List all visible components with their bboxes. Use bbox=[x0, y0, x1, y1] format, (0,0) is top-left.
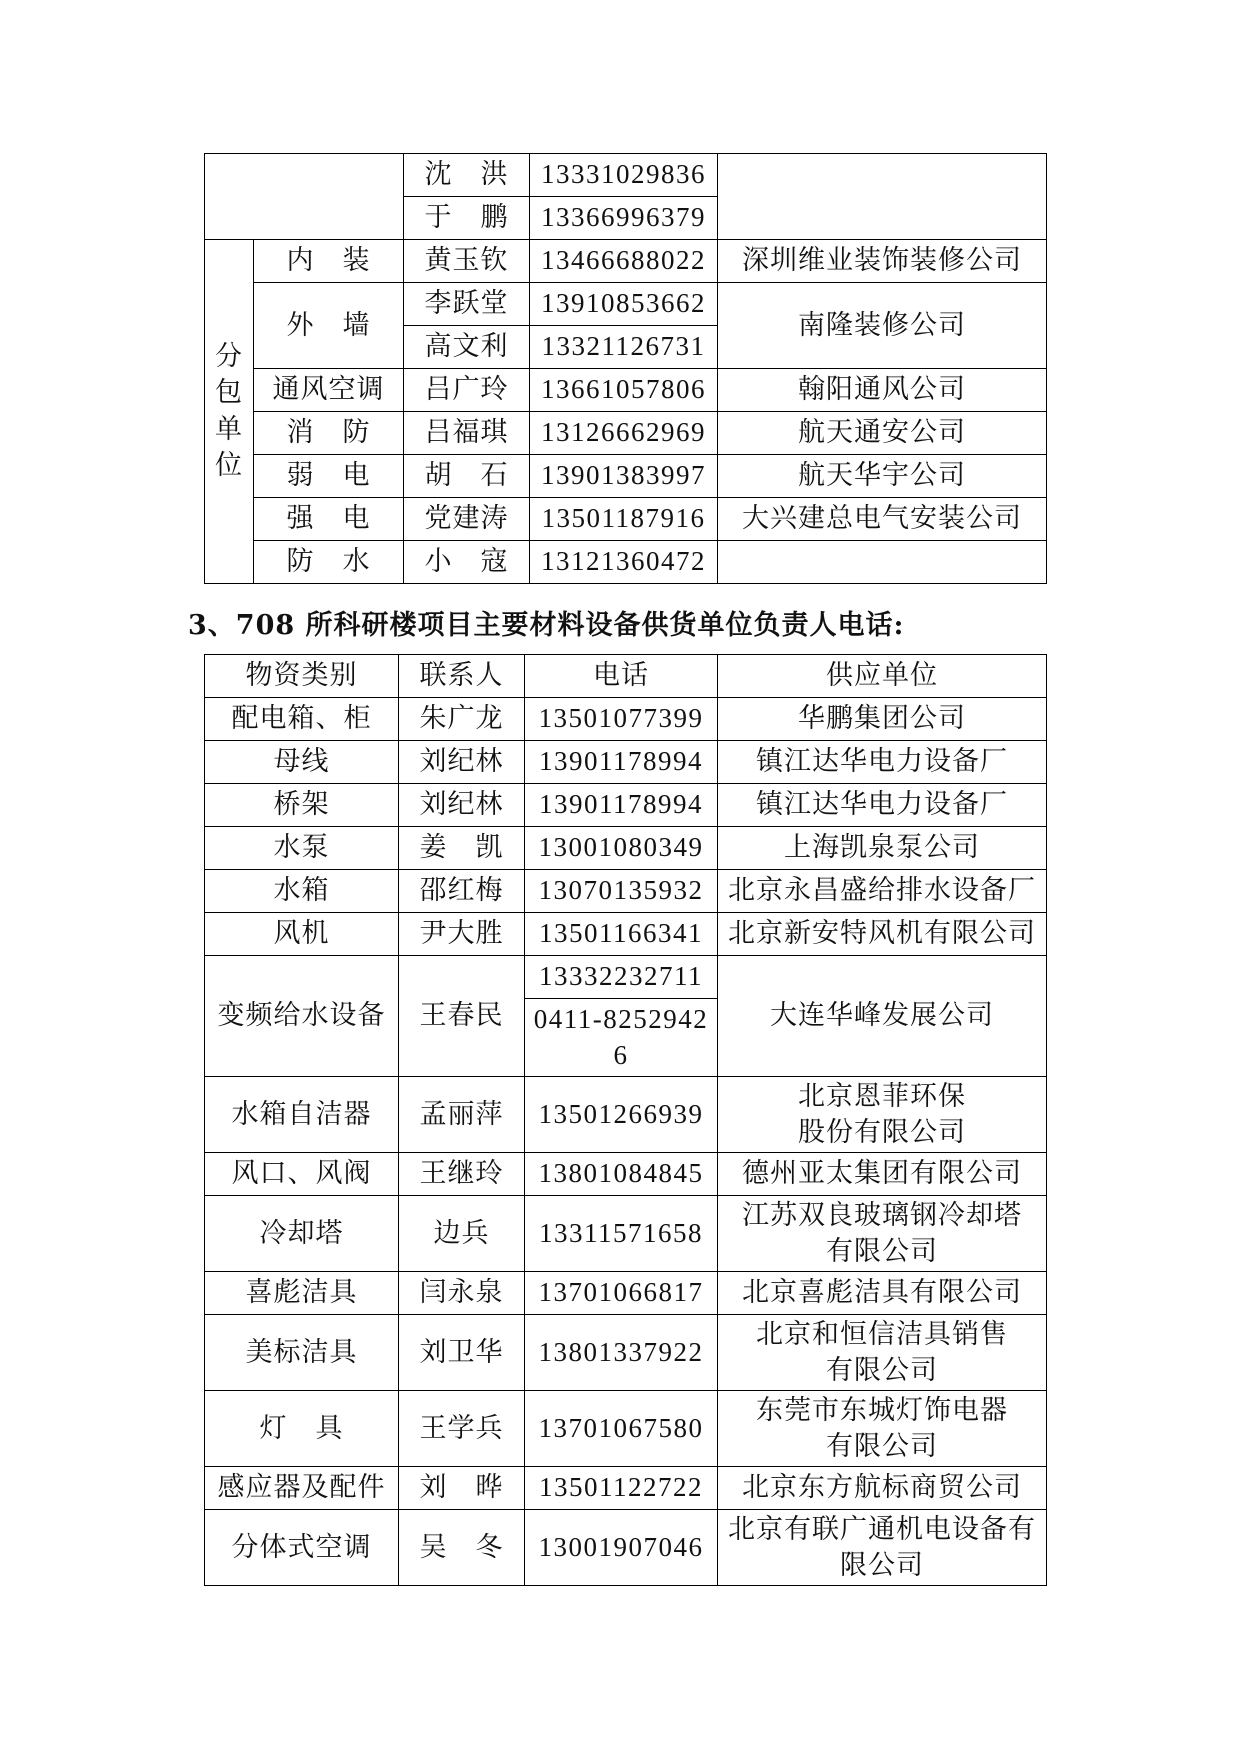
phone-number: 13001907046 bbox=[525, 1510, 718, 1586]
category-cell: 水泵 bbox=[205, 827, 399, 870]
table-row bbox=[205, 784, 1047, 827]
contact-name: 刘纪林 bbox=[399, 741, 525, 784]
company-cell: 航天华宇公司 bbox=[718, 455, 1047, 498]
supplier-cell: 北京新安特风机有限公司 bbox=[718, 913, 1047, 956]
supplier-cell: 江苏双良玻璃钢冷却塔 有限公司 bbox=[718, 1196, 1047, 1272]
category-cell: 灯 具 bbox=[205, 1391, 399, 1467]
company-cell bbox=[718, 541, 1047, 584]
supplier-cell: 北京喜彪洁具有限公司 bbox=[718, 1272, 1047, 1315]
phone-number: 13466688022 bbox=[530, 240, 718, 283]
table-row bbox=[205, 455, 1047, 498]
category-cell: 分体式空调 bbox=[205, 1510, 399, 1586]
category-cell: 喜彪洁具 bbox=[205, 1272, 399, 1315]
supplier-cell: 东莞市东城灯饰电器 有限公司 bbox=[718, 1391, 1047, 1467]
trade-cell: 通风空调 bbox=[254, 369, 404, 412]
table-row bbox=[205, 913, 1047, 956]
phone-number: 13121360472 bbox=[530, 541, 718, 584]
table-row bbox=[205, 827, 1047, 870]
phone-number: 13321126731 bbox=[530, 326, 718, 369]
contact-name: 李跃堂 bbox=[404, 283, 530, 326]
phone-number: 13910853662 bbox=[530, 283, 718, 326]
contact-name: 黄玉钦 bbox=[404, 240, 530, 283]
category-cell: 美标洁具 bbox=[205, 1315, 399, 1391]
phone-number: 13501266939 bbox=[525, 1077, 718, 1153]
category-cell: 母线 bbox=[205, 741, 399, 784]
supplier-cell: 镇江达华电力设备厂 bbox=[718, 741, 1047, 784]
contact-name: 王学兵 bbox=[399, 1391, 525, 1467]
trade-cell: 弱 电 bbox=[254, 455, 404, 498]
contact-name: 高文利 bbox=[404, 326, 530, 369]
empty-cell bbox=[205, 154, 404, 240]
subcontractor-table bbox=[204, 153, 1047, 584]
contact-name: 王继玲 bbox=[399, 1153, 525, 1196]
contact-name: 朱广龙 bbox=[399, 698, 525, 741]
phone-number: 13501166341 bbox=[525, 913, 718, 956]
table-row bbox=[205, 240, 1047, 283]
phone-number: 13801084845 bbox=[525, 1153, 718, 1196]
trade-cell: 防 水 bbox=[254, 541, 404, 584]
contact-name: 吕广玲 bbox=[404, 369, 530, 412]
company-cell: 南隆装修公司 bbox=[718, 283, 1047, 369]
supplier-table bbox=[204, 654, 1047, 1586]
table-row bbox=[205, 1196, 1047, 1272]
contact-name: 小 寇 bbox=[404, 541, 530, 584]
supplier-cell: 北京恩菲环保 股份有限公司 bbox=[718, 1077, 1047, 1153]
empty-cell bbox=[718, 154, 1047, 240]
category-cell: 水箱 bbox=[205, 870, 399, 913]
table-row bbox=[205, 956, 1047, 999]
category-cell: 变频给水设备 bbox=[205, 956, 399, 1077]
phone-number: 13901178994 bbox=[525, 784, 718, 827]
table-row bbox=[205, 1077, 1047, 1153]
category-cell: 感应器及配件 bbox=[205, 1467, 399, 1510]
category-cell: 桥架 bbox=[205, 784, 399, 827]
table-row bbox=[205, 1391, 1047, 1467]
column-header: 供应单位 bbox=[718, 655, 1047, 698]
table-row bbox=[205, 154, 1047, 197]
group-label: 分 包 单 位 bbox=[205, 240, 254, 584]
phone-number: 13366996379 bbox=[530, 197, 718, 240]
contact-name: 刘卫华 bbox=[399, 1315, 525, 1391]
column-header: 物资类别 bbox=[205, 655, 399, 698]
trade-cell: 外 墙 bbox=[254, 283, 404, 369]
table-row bbox=[205, 698, 1047, 741]
contact-name: 于 鹏 bbox=[404, 197, 530, 240]
table-row bbox=[205, 1510, 1047, 1586]
phone-number: 13501122722 bbox=[525, 1467, 718, 1510]
contact-name: 姜 凯 bbox=[399, 827, 525, 870]
phone-number: 13001080349 bbox=[525, 827, 718, 870]
contact-name: 闫永泉 bbox=[399, 1272, 525, 1315]
supplier-cell: 北京永昌盛给排水设备厂 bbox=[718, 870, 1047, 913]
contact-name: 吕福琪 bbox=[404, 412, 530, 455]
phone-number: 13311571658 bbox=[525, 1196, 718, 1272]
supplier-cell: 华鹏集团公司 bbox=[718, 698, 1047, 741]
phone-number: 13801337922 bbox=[525, 1315, 718, 1391]
phone-number: 13661057806 bbox=[530, 369, 718, 412]
supplier-cell: 北京东方航标商贸公司 bbox=[718, 1467, 1047, 1510]
contact-name: 边兵 bbox=[399, 1196, 525, 1272]
supplier-cell: 北京和恒信洁具销售 有限公司 bbox=[718, 1315, 1047, 1391]
company-cell: 深圳维业装饰装修公司 bbox=[718, 240, 1047, 283]
supplier-cell: 大连华峰发展公司 bbox=[718, 956, 1047, 1077]
company-cell: 翰阳通风公司 bbox=[718, 369, 1047, 412]
supplier-cell: 德州亚太集团有限公司 bbox=[718, 1153, 1047, 1196]
category-cell: 配电箱、柜 bbox=[205, 698, 399, 741]
phone-number: 0411-8252942 6 bbox=[525, 999, 718, 1077]
table-row bbox=[205, 283, 1047, 326]
category-cell: 冷却塔 bbox=[205, 1196, 399, 1272]
column-header: 电话 bbox=[525, 655, 718, 698]
phone-number: 13070135932 bbox=[525, 870, 718, 913]
table-row bbox=[205, 369, 1047, 412]
contact-name: 刘 晔 bbox=[399, 1467, 525, 1510]
contact-name: 沈 洪 bbox=[404, 154, 530, 197]
table-row bbox=[205, 541, 1047, 584]
phone-number: 13126662969 bbox=[530, 412, 718, 455]
column-header: 联系人 bbox=[399, 655, 525, 698]
company-cell: 大兴建总电气安装公司 bbox=[718, 498, 1047, 541]
contact-name: 邵红梅 bbox=[399, 870, 525, 913]
supplier-cell: 上海凯泉泵公司 bbox=[718, 827, 1047, 870]
section-heading: 3、708 所科研楼项目主要材料设备供货单位负责人电话: bbox=[188, 610, 905, 641]
table-row bbox=[205, 1272, 1047, 1315]
contact-name: 党建涛 bbox=[404, 498, 530, 541]
phone-number: 13501077399 bbox=[525, 698, 718, 741]
phone-number: 13701066817 bbox=[525, 1272, 718, 1315]
table-row bbox=[205, 870, 1047, 913]
contact-name: 刘纪林 bbox=[399, 784, 525, 827]
category-cell: 风机 bbox=[205, 913, 399, 956]
table-header-row bbox=[205, 655, 1047, 698]
supplier-cell: 北京有联广通机电设备有 限公司 bbox=[718, 1510, 1047, 1586]
contact-name: 胡 石 bbox=[404, 455, 530, 498]
phone-number: 13901383997 bbox=[530, 455, 718, 498]
contact-name: 尹大胜 bbox=[399, 913, 525, 956]
phone-number: 13701067580 bbox=[525, 1391, 718, 1467]
phone-number: 13332232711 bbox=[525, 956, 718, 999]
phone-number: 13501187916 bbox=[530, 498, 718, 541]
contact-name: 吴 冬 bbox=[399, 1510, 525, 1586]
category-cell: 水箱自洁器 bbox=[205, 1077, 399, 1153]
supplier-cell: 镇江达华电力设备厂 bbox=[718, 784, 1047, 827]
table-row bbox=[205, 1467, 1047, 1510]
phone-number: 13901178994 bbox=[525, 741, 718, 784]
contact-name: 孟丽萍 bbox=[399, 1077, 525, 1153]
category-cell: 风口、风阀 bbox=[205, 1153, 399, 1196]
table-row bbox=[205, 498, 1047, 541]
table-row bbox=[205, 741, 1047, 784]
contact-name: 王春民 bbox=[399, 956, 525, 1077]
company-cell: 航天通安公司 bbox=[718, 412, 1047, 455]
trade-cell: 强 电 bbox=[254, 498, 404, 541]
phone-number: 13331029836 bbox=[530, 154, 718, 197]
table-row bbox=[205, 1315, 1047, 1391]
table-row bbox=[205, 1153, 1047, 1196]
trade-cell: 内 装 bbox=[254, 240, 404, 283]
table-row bbox=[205, 412, 1047, 455]
trade-cell: 消 防 bbox=[254, 412, 404, 455]
